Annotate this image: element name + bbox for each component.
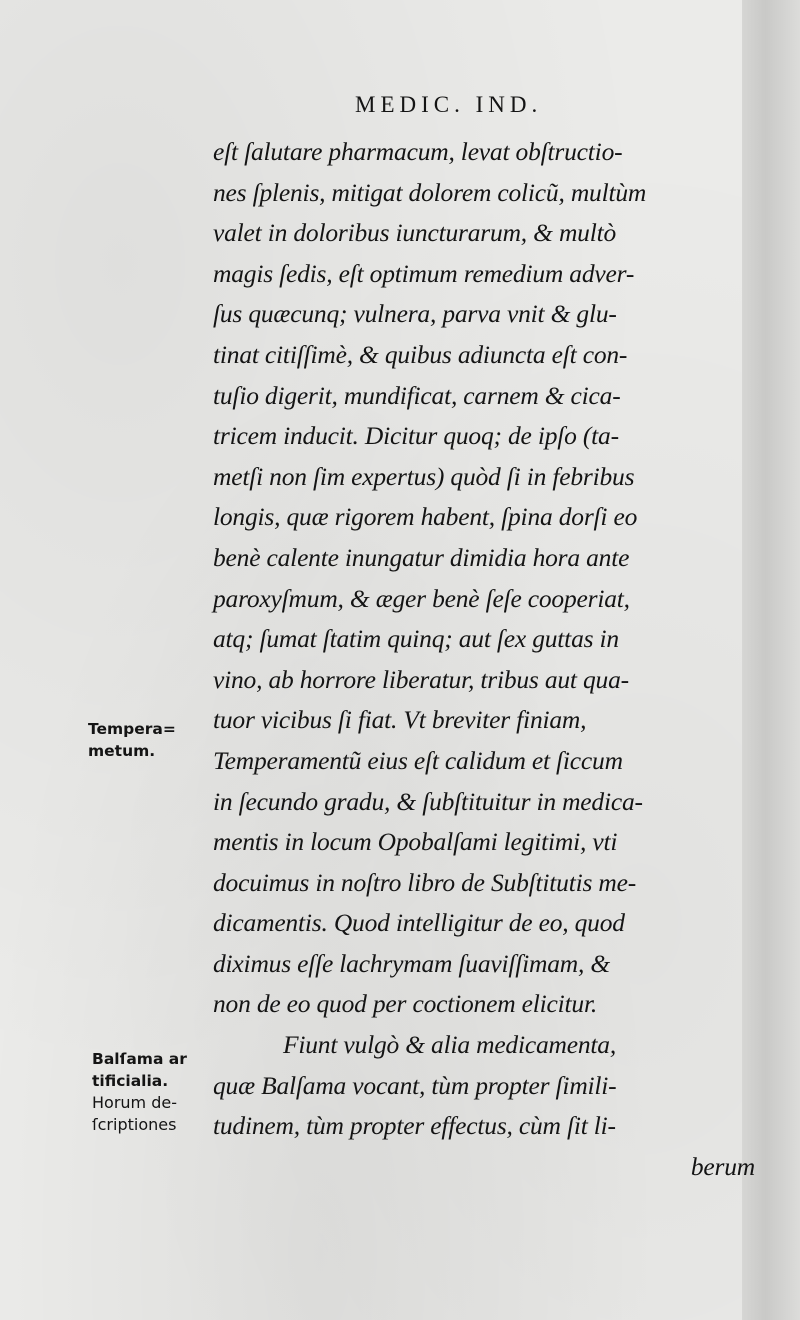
marginal-note-line: tificialia. [92, 1072, 169, 1090]
text-line: metſi non ſim expertus) quòd ſi in febribus [213, 461, 635, 491]
catchword: berum [690, 1151, 755, 1181]
text-line: valet in doloribus iuncturarum, & multò [213, 218, 617, 248]
main-text-block [213, 132, 765, 1187]
marginal-note-line: Tempera= [88, 720, 176, 738]
marginal-note-temperamentum [88, 718, 176, 762]
text-line: tudinem, tùm propter effectus, cùm ſit li- [213, 1111, 616, 1141]
text-line: quæ Balſama vocant, tùm propter ſimili- [213, 1070, 617, 1100]
text-line-paragraph-start: Fiunt vulgò & alia medicamenta, [283, 1030, 617, 1060]
text-line: tuſio digerit, mundificat, carnem & cica- [213, 380, 621, 410]
text-line: benè calente inungatur dimidia hora ante [213, 542, 630, 572]
text-line: nes ſplenis, mitigat dolorem colicũ, multùm [213, 177, 647, 207]
text-line: mentis in locum Opobalſami legitimi, vti [213, 827, 618, 857]
text-line: paroxyſmum, & æger benè ſeſe cooperiat, [213, 583, 630, 613]
text-line: dicamentis. Quod intelligitur de eo, quod [213, 908, 625, 938]
text-line: in ſecundo gradu, & ſubſtituitur in medica- [213, 786, 643, 816]
marginal-note-line: Horum de- [92, 1093, 177, 1112]
text-line: vino, ab horrore liberatur, tribus aut qua- [213, 664, 629, 694]
text-line: docuimus in noſtro libro de Subſtitutis me- [213, 867, 636, 897]
running-head: MEDIC. IND. [355, 92, 543, 117]
text-line: eſt ſalutare pharmacum, levat obſtructio- [213, 137, 623, 166]
text-line: diximus eſſe lachrymam ſuaviſſimam, & [213, 948, 610, 978]
text-line: non de eo quod per coctionem elicitur. [213, 989, 598, 1019]
text-line: Temperamentũ eius eſt calidum et ſiccum [213, 745, 623, 775]
text-line: magis ſedis, eſt optimum remedium adver- [213, 258, 635, 288]
text-line: tinat citiſſimè, & quibus adiuncta eſt con- [213, 339, 628, 369]
text-line: longis, quæ rigorem habent, ſpina dorſi eo [213, 502, 638, 532]
text-line: atq; ſumat ſtatim quinq; aut ſex guttas in [213, 624, 619, 654]
text-line: tuor vicibus ſi fiat. Vt breviter finiam, [213, 705, 587, 735]
marginal-note-line: ſcriptiones [92, 1115, 177, 1134]
text-line: ſus quæcunq; vulnera, parva vnit & glu- [213, 299, 617, 329]
text-line: tricem inducit. Dicitur quoq; de ipſo (ta- [213, 421, 619, 451]
marginal-note-line: metum. [88, 742, 156, 760]
marginal-note-balsama [92, 1048, 187, 1136]
marginal-note-line: Balſama ar [92, 1050, 187, 1068]
